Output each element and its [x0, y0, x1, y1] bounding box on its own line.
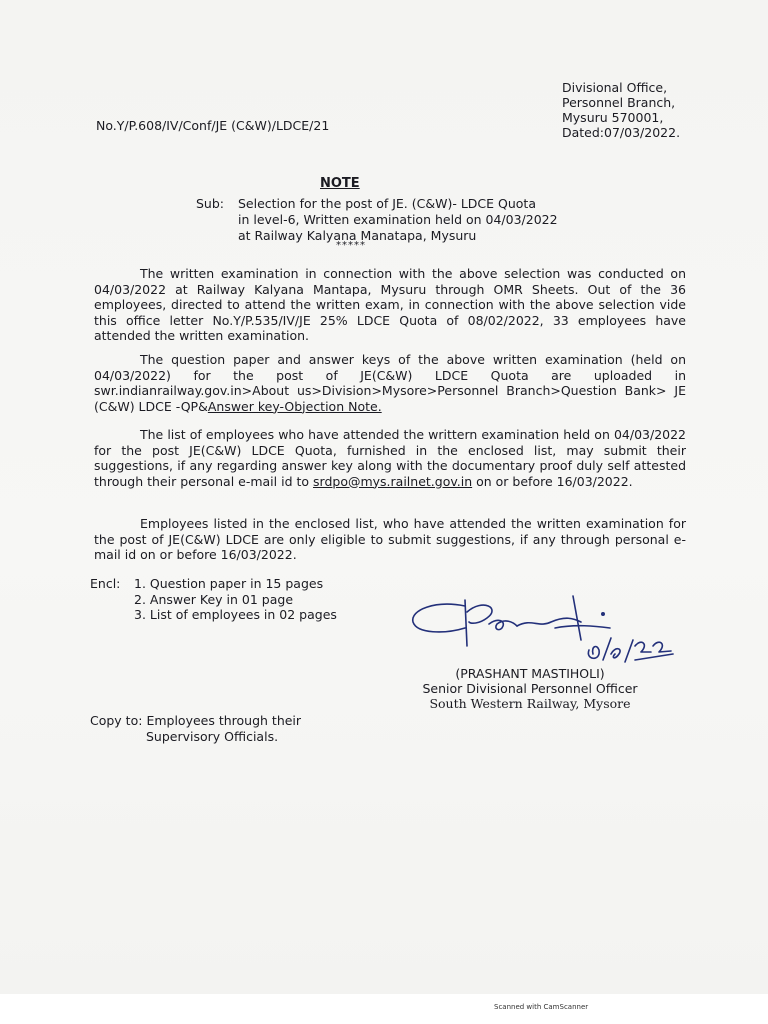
enclosure-label: Encl: [90, 576, 121, 591]
paragraph-question-paper [94, 352, 686, 414]
paragraph-eligibility: Employees listed in the enclosed list, who have attended the written examination for the post of JE(C&W) LDCE are only eligible to submit suggestions, if any through personal e-mail id on or before 16/03/2022. [94, 516, 686, 562]
scanner-watermark: Scanned with CamScanner [494, 1003, 589, 1011]
subject-line: at Railway Kalyana Manatapa, Mysuru [238, 228, 477, 243]
copy-to [90, 713, 301, 745]
paragraph-exam-conducted: The written examination in connection with the above selection was conducted on 04/03/2022 at Railway Kalyana Mantapa, Mysuru through OMR Sheets. Out of the 36 employees, directed to attend the written exam, in connection with the above selection vide this office letter No.Y/P.535/IV/JE 25% LDCE Quota of 08/02/2022, 33 employees have attended the written examination. [94, 266, 686, 343]
subject-line: Selection for the post of JE. (C&W)- LDCE Quota [238, 196, 536, 211]
copy-to-line: Employees through their [146, 713, 302, 728]
copy-to-line: Supervisory Officials. [146, 729, 279, 744]
copy-to-label: Copy to: [90, 713, 143, 728]
office-line: Personnel Branch, [562, 95, 676, 110]
signatory-name: (PRASHANT MASTIHOLI) [455, 666, 605, 681]
signatory-organization: South Western Railway, Mysore [429, 696, 631, 711]
enclosures [90, 576, 337, 623]
enclosure-item: 2. Answer Key in 01 page [134, 591, 294, 607]
office-date: Dated:07/03/2022. [562, 125, 681, 140]
signature-scribble [405, 588, 705, 678]
subject-line: in level-6, Written examination held on 04/03/2022 [238, 212, 558, 227]
handwritten-signature [405, 588, 705, 678]
paragraph-text: on or before 16/03/2022. [472, 473, 633, 489]
subject-block [196, 196, 558, 244]
enclosure-item: 3. List of employees in 02 pages [134, 607, 337, 622]
signatory-block [420, 666, 640, 711]
subject-label: Sub: [196, 196, 225, 211]
office-address [562, 80, 680, 140]
paragraph-suggestions [94, 427, 686, 489]
enclosure-item: 1. Question paper in 15 pages [134, 576, 324, 591]
paragraph-text: The list of employees who have attended the writtern examination held on 04/03/2022 for the post JE(C&W) LDCE Quota, furnished in the enclosed list, may submit their suggestions, if any regarding answer key along with the documentary proof duly self attested through their personal e-mail id to [94, 427, 686, 489]
answer-key-link[interactable]: Answer key-Objection Note. [207, 398, 382, 414]
paragraph-text: The question paper and answer keys of the above written examination (held on 04/03/2022) for the post of JE(C&W) LDCE Quota are uploaded in swr.indianrailway.gov.in>About us>Division>Mysore>Personnel Branch>Question Bank> JE (C&W) LDCE -QP& [94, 352, 686, 414]
office-line: Divisional Office, [562, 80, 668, 95]
reference-number: No.Y/P.608/IV/Conf/JE (C&W)/LDCE/21 [96, 118, 330, 133]
signatory-designation: Senior Divisional Personnel Officer [422, 681, 638, 696]
note-title: NOTE [320, 176, 360, 191]
separator-stars: ***** [336, 240, 366, 251]
office-line: Mysuru 570001, [562, 110, 664, 125]
email-link[interactable]: srdpo@mys.railnet.gov.in [313, 473, 473, 489]
